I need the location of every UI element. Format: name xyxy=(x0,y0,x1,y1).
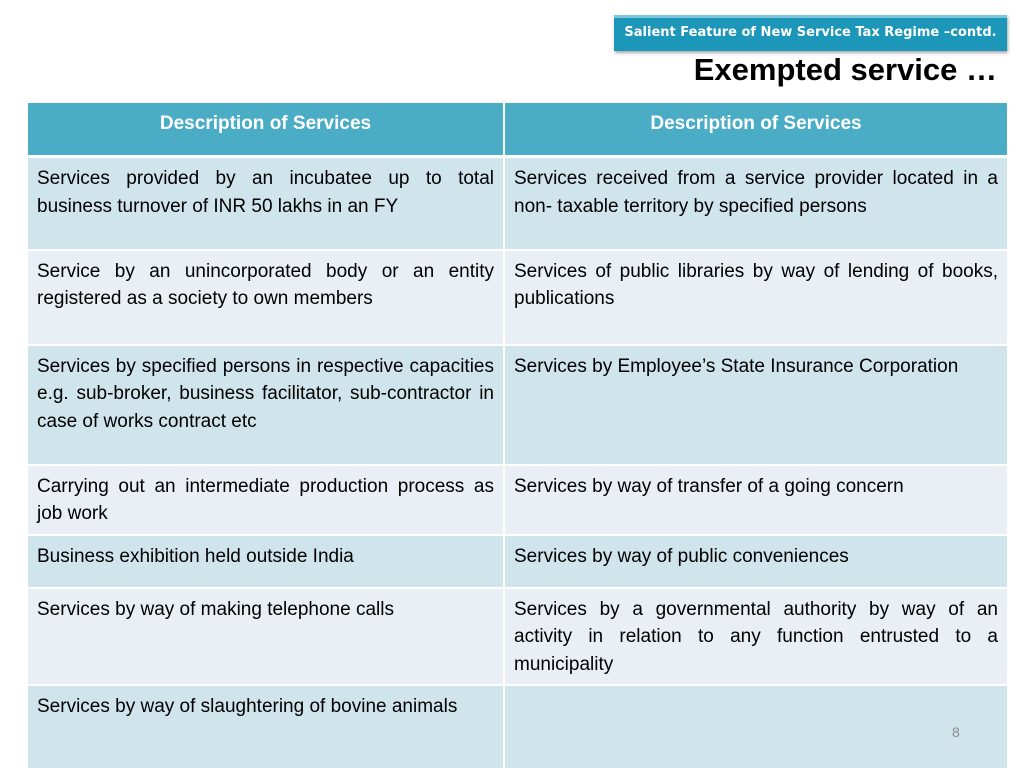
page-number: 8 xyxy=(952,724,960,740)
table-row xyxy=(27,535,1008,588)
table-cell-right: Services by way of public conveniences xyxy=(504,535,1008,588)
table-row xyxy=(27,685,1008,769)
table-cell-right: Services received from a service provider located in a non- taxable territory by specified persons xyxy=(504,157,1008,250)
slide-title: Exempted service … xyxy=(693,52,997,87)
section-badge-text: Salient Feature of New Service Tax Regime –contd. xyxy=(624,25,997,40)
section-badge xyxy=(614,15,1007,51)
table-cell-left: Carrying out an intermediate production process as job work xyxy=(27,465,504,535)
exempted-services-table xyxy=(26,101,1009,770)
table-cell-left: Services by specified persons in respective capacities e.g. sub-broker, business facilitator, sub-contractor in case of works contract etc xyxy=(27,345,504,465)
table-cell-left: Services by way of slaughtering of bovine animals xyxy=(27,685,504,769)
table-header-row xyxy=(27,102,1008,157)
table-cell-right xyxy=(504,685,1008,769)
table-cell-right: Services by way of transfer of a going concern xyxy=(504,465,1008,535)
table-cell-right: Services by a governmental authority by way of an activity in relation to any function entrusted to a municipality xyxy=(504,588,1008,686)
table-row xyxy=(27,345,1008,465)
table-cell-right: Services of public libraries by way of lending of books, publications xyxy=(504,250,1008,345)
table-row xyxy=(27,465,1008,535)
table-cell-left: Services provided by an incubatee up to total business turnover of INR 50 lakhs in an FY xyxy=(27,157,504,250)
table-row xyxy=(27,588,1008,686)
table-cell-right: Services by Employee’s State Insurance Corporation xyxy=(504,345,1008,465)
table-row xyxy=(27,157,1008,250)
table-cell-left: Services by way of making telephone calls xyxy=(27,588,504,686)
column-header-left: Description of Services xyxy=(27,102,504,157)
column-header-right: Description of Services xyxy=(504,102,1008,157)
table-cell-left: Business exhibition held outside India xyxy=(27,535,504,588)
table-row xyxy=(27,250,1008,345)
table-cell-left: Service by an unincorporated body or an entity registered as a society to own members xyxy=(27,250,504,345)
